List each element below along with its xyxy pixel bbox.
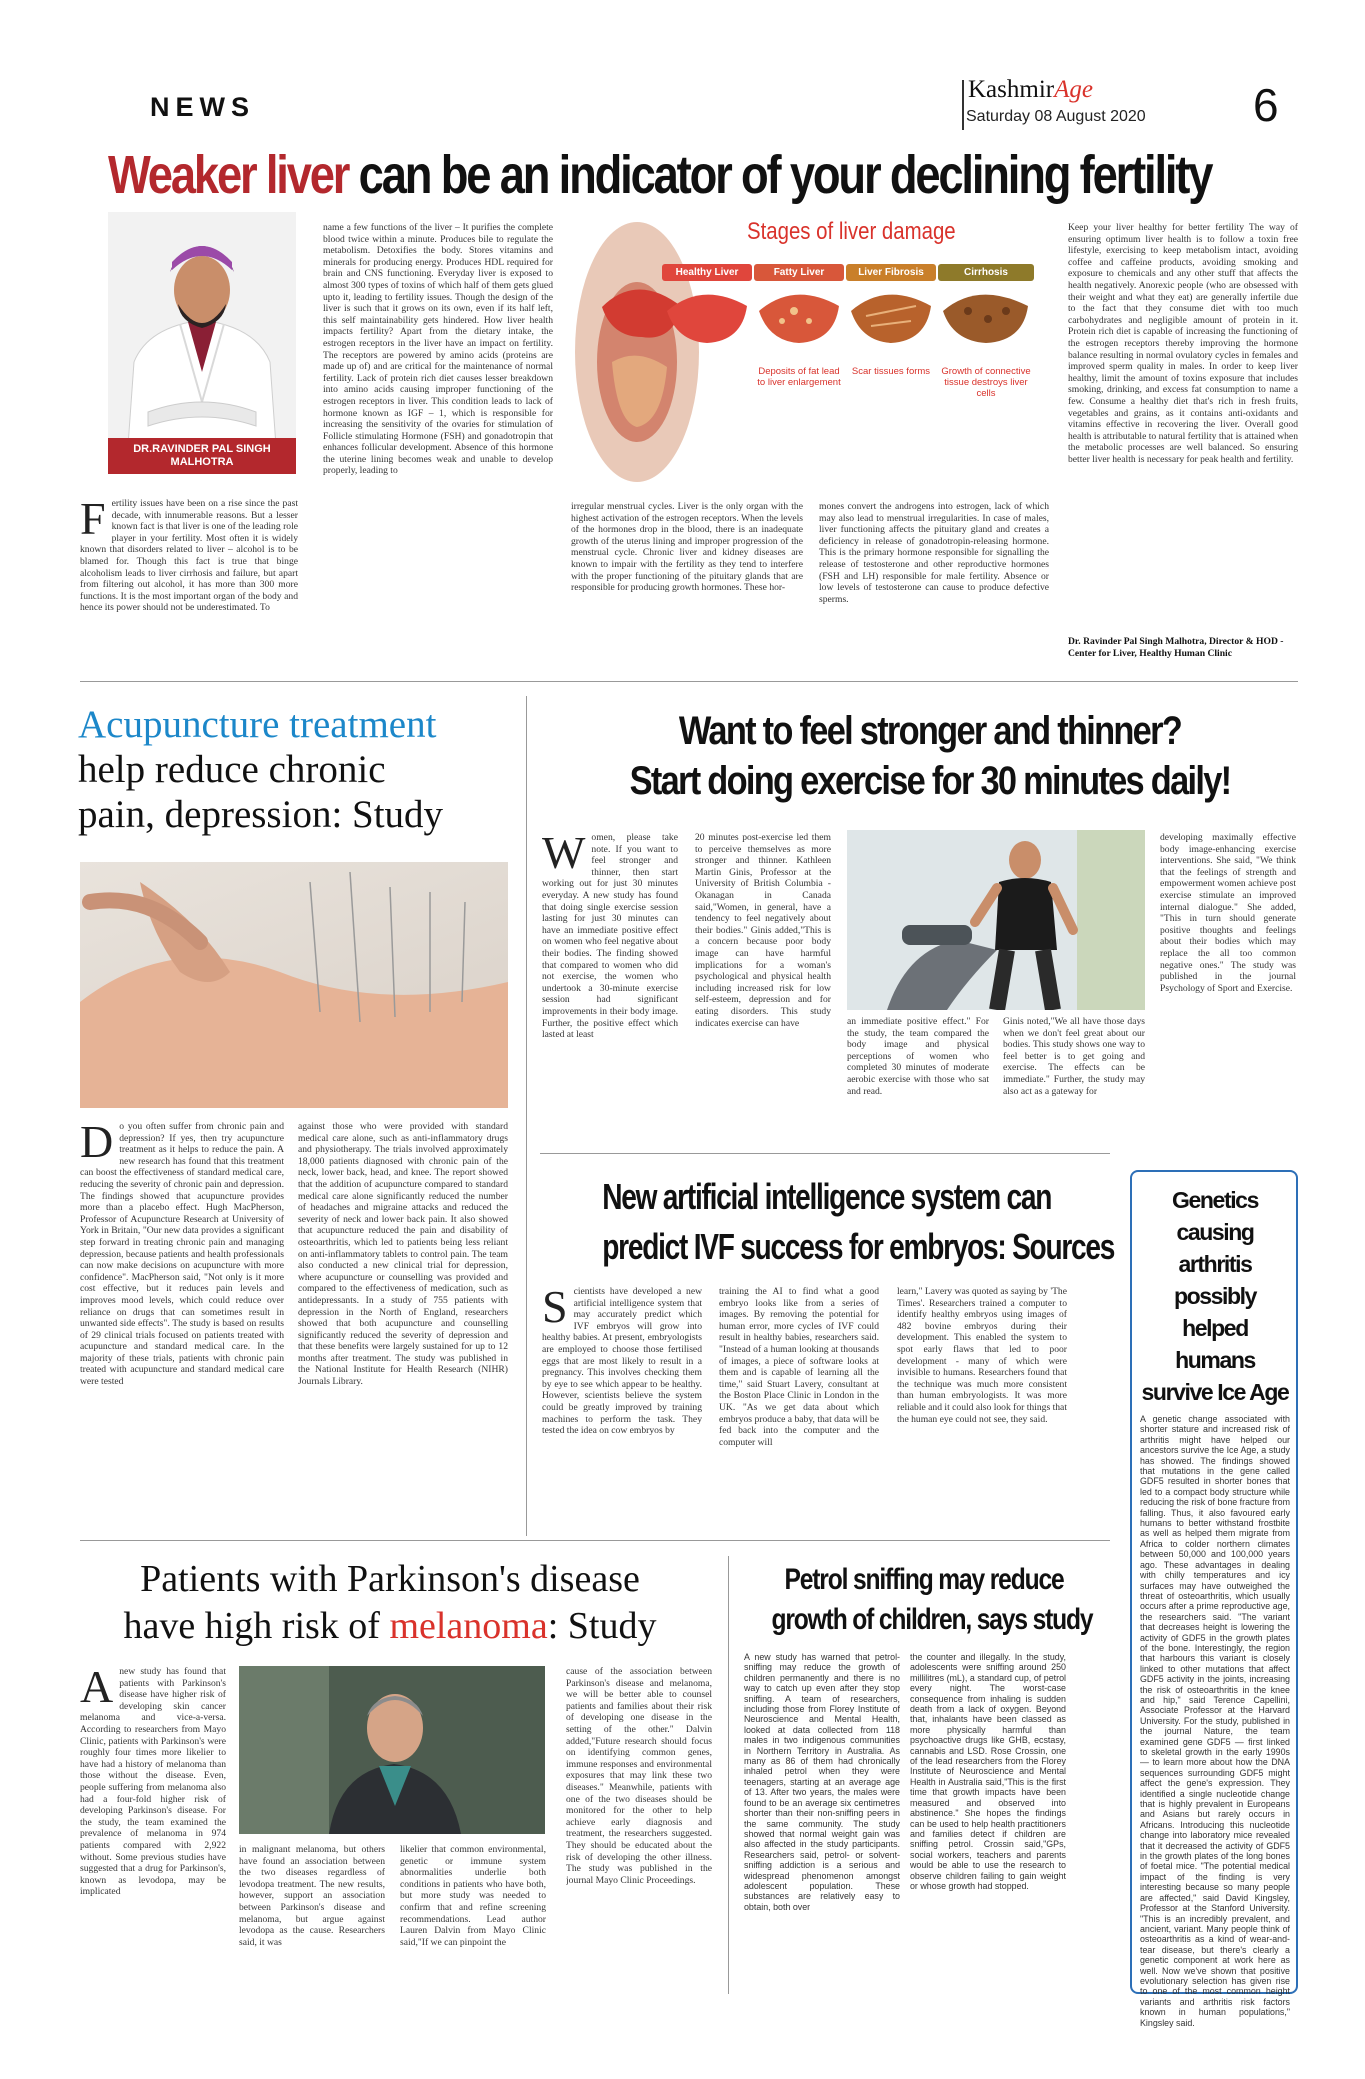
exercise-headline-line1: Want to feel stronger and thinner? <box>678 709 1182 753</box>
liver-headline-rest: can be an indicator of your declining fertility <box>348 145 1212 205</box>
liver-headline <box>108 144 1211 206</box>
stage-healthy <box>662 264 752 366</box>
parkinsons-col-2: in malignant melanoma, but others have found an association between the two diseases regardless of levodopa treatment. The new results, however, support an association between Parkinson's disease and melanoma, but argue against levodopa as the cause. Researchers said, it was <box>239 1844 385 1948</box>
parkinsons-col-4: cause of the association between Parkinson's disease and melanoma, we will be better able to counsel patients and families about their risk of developing one disease in the setting of the other." Dalvin added,"Future research should focus on identifying common genes, immune responses and environmental exposures that may link these two diseases." Meanwhile, patients with one of the two diseases should be monitored for the other to help achieve early diagnosis and treatment, the researchers suggested. They should be educated about the risk of developing the other illness. The study was published in the journal Mayo Clinic Proceedings. <box>566 1666 712 1886</box>
acupuncture-col-1 <box>80 1121 284 1531</box>
cirrhosis-liver-icon <box>938 281 1034 361</box>
stage-caption: Scar tissues forms <box>851 366 931 377</box>
parkinsons-col-3: likelier that common environmental, genetic or immune system abnormalities underlie both conditions in patients who have both, but more study was needed to confirm that and refine screening recommendations. Lead author Lauren Dalvin from Mayo Clinic said,"If we can pinpoint the <box>400 1844 546 1948</box>
brand-logo <box>968 76 1093 104</box>
stage-caption: Growth of connective tissue destroys liver cells <box>941 366 1031 399</box>
author-caption: DR.RAVINDER PAL SINGH MALHOTRA <box>108 438 296 474</box>
page-number: 6 <box>1253 79 1279 131</box>
liver-byline: Dr. Ravinder Pal Singh Malhotra, Director & HOD - Center for Liver, Healthy Human Clinic <box>1068 636 1284 659</box>
acupuncture-col-2: against those who were provided with standard medical care alone, such as anti-inflammatory drugs and physiotherapy. The trials involved approximately 18,000 patients diagnosed with chronic pain of the neck, lower back, head, and knee. The report showed that the addition of acupuncture compared to standard medical care alone significantly reduced the number of headaches and migraine attacks and reduced the severity of neck and lower back pain. It also showed that acupuncture reduced the pain and disability of osteoarthritis, which led to patients being less reliant on anti-inflammatory tablets to control pain. The team also conducted a new clinical trial for depression, where acupuncture or counselling was provided and compared to the effectiveness of medication, such as antidepressants. In a study of 755 patients with depression in the North of England, researchers showed that both acupuncture and counselling significantly reduced the severity of depression and that these benefits were largely sustained for up to 12 months after treatment. The study was published in the National Institute for Health Research (NIHR) Journals Library. <box>298 1121 508 1388</box>
ai-headline <box>540 1172 1115 1272</box>
liver-col-1-text: ertility issues have been on a rise since the past decade, with innumerable reasons. But a lesser known fact is that liver is one of the leading role player in your fertility. Most often it is widely known that disorders related to liver – alcohol is to be blamed for. Though this fact is true that binge alcoholism leads to liver cirrhosis and failure, but apart from filtering out alcohol, it has more than 300 more functions. It is the most important organ of the body and hence its power should not be underestimated. To <box>80 498 298 614</box>
masthead-divider <box>962 80 964 130</box>
infographic-title: Stages of liver damage <box>747 218 956 245</box>
parkinsons-headline-pre: have high risk of <box>123 1605 390 1647</box>
stage-cirrhosis <box>938 264 1034 399</box>
genetics-body: A genetic change associated with shorter stature and increased risk of arthritis might have helped our ancestors survive the Ice Age, a study has showed. The findings showed that mutations in the gene called GDF5 resulted in shorter bones that led to a compact body structure while reducing the risk of bone fracture from falling. Thus, it also favoured early humans to better withstand frostbite as well as helped them migrate from Africa to colder northern climates between 50,000 and 100,000 years ago. These advantages in dealing with chilly temperatures and icy surfaces may have outweighed the threat of osteoarthritis, which usually occurs after a prime reproductive age, the researchers said. "The variant that decreases height is lowering the activity of GDF5 in the growth plates of the bone. Interestingly, the region that harbours this variant is closely linked to other mutations that affect GDF5 activity in the joints, increasing the risk of osteoarthritis in the knee and hip," said Terence Capellini, Associate Professor at the Harvard University. For the study, published in the journal Nature, the team examined gene GDF5 — first linked to skeletal growth in the early 1990s — to learn more about how the DNA sequences surrounding GDF5 might affect the gene's expression. They identified a single nucleotide change that is highly prevalent in Europeans and Asians but rarely occurs in Africans. Introducing this nucleotide change into laboratory mice revealed that it decreased the activity of GDF5 in the growth plates of the long bones of foetal mice. "The potential medical impact of the finding is very interesting because so many people are affected," said David Kingsley, Professor at the Stanford University. "This is an incredibly prevalent, and ancient, variant. Many people think of osteoarthritis as a kind of wear-and-tear disease, but there's clearly a genetic component at work here as well. Now we've shown that positive evolutionary selection has given rise to one of the most common height variants and arthritis risk factors known in human populations," Kingsley said. <box>1140 1414 1290 2028</box>
treadmill-runner-illustration <box>847 830 1145 1010</box>
ai-col-2: training the AI to find what a good embryo looks like from a series of images. By removing the potential for human error, more cycles of IVF could result in healthy babies, researchers said. "Instead of a human looking at thousands of images, a piece of software looks at them and is capable of learning all the time," said Stuart Lavery, consultant at the Boston Place Clinic in London in the UK. "As we get data about which embryos produce a baby, that data will be fed back into the computer and the computer will <box>719 1286 879 1448</box>
parkinsons-col-1-text: new study has found that patients with Parkinson's disease have higher risk of developing skin cancer melanoma and vice-a-versa. According to researchers from Mayo Clinic, patients with Parkinson's were roughly four times more likelier to have had a history of melanoma than those without the disease. Even, people suffering from melanoma also had a four-fold higher risk of developing Parkinson's disease. For the study, the team examined the prevalence of melanoma in 974 patients compared with 2,922 without. Some previous studies have suggested that a drug for Parkinson's, known as levodopa, may be implicated <box>80 1666 226 1898</box>
exercise-photo <box>847 830 1145 1010</box>
brand-second: Age <box>1054 76 1093 103</box>
ai-dropcap: S <box>542 1286 568 1332</box>
exercise-col-4: Ginis noted,"We all have those days when we don't feel great about our bodies. This study shows one way to feel better is to get going and exercise. The effects can be immediate." Further, the study may also act as a gateway for <box>1003 1016 1145 1097</box>
parkinsons-col-1 <box>80 1666 226 1992</box>
doctor-illustration <box>108 212 296 474</box>
exercise-col-1-text: omen, please take note. If you want to feel stronger and thinner, then start working out for just 30 minutes everyday. A new study has found that doing single exercise session lasting for just 30 minutes can have an immediate positive effect on women who feel negative about their bodies. The finding showed that compared to women who did not exercise, the women who undertook a 30-minute exercise session had significant improvements in their body image. Further, the positive effect which lasted at least <box>542 832 678 1041</box>
fatty-liver-icon <box>754 281 844 361</box>
acupuncture-headline-line2: help reduce chronic <box>78 748 386 791</box>
exercise-col-5: developing maximally effective body image-enhancing exercise interventions. She said, "We think that the feelings of strength and empowerment women achieve post exercise stimulate an improved internal dialogue." She added, "This in turn should generate positive thoughts and feelings about their bodies which may replace the all too common negative ones." The study was published in the journal Psychology of Sport and Exercise. <box>1160 832 1296 994</box>
petrol-headline-line2: growth of children, says study <box>771 1603 1093 1636</box>
acupuncture-headline <box>78 702 518 837</box>
genetics-headline: Genetics causing arthritis possibly helped humans survive Ice Age <box>1141 1187 1289 1405</box>
acupuncture-dropcap: D <box>80 1121 114 1167</box>
liver-col-3: irregular menstrual cycles. Liver is the only organ with the highest activation of the estrogen receptors. When the levels of the hormones drop in the blood, there is an inadequate growth of the uterus lining and improper progression of the menstrual cycle. Chronic liver and kidney diseases are known to impair with the fertility as they tend to interfere with the proper functioning of the pituitary glands that are responsible for producing growth hormones. These hor- <box>571 501 803 594</box>
doctor-photo <box>108 212 296 474</box>
parkinsons-headline <box>80 1556 700 1650</box>
exercise-headline-line2: Start doing exercise for 30 minutes daily! <box>629 759 1231 803</box>
infographic-stages <box>642 264 1050 484</box>
exercise-dropcap: W <box>542 832 586 878</box>
stage-caption: Deposits of fat lead to liver enlargement <box>757 366 841 388</box>
ai-col-1-text: cientists have developed a new artificial intelligence system that may accurately predict which IVF embryos will grow into healthy babies. At present, embryologists are employed to choose those fertilised eggs that are most likely to result in a pregnancy. This involves checking them by eye to see which appear to be healthy. However, scientists believe the system could be greatly improved by training machines to perform the task. They tested the idea on cow embryos by <box>542 1286 702 1437</box>
brand-first: Kashmir <box>968 76 1055 103</box>
mid-page-rule <box>80 1540 1110 1541</box>
parkinsons-photo <box>239 1666 545 1834</box>
petrol-headline-line1: Petrol sniffing may reduce <box>784 1563 1064 1596</box>
acupuncture-headline-line3: pain, depression: Study <box>78 793 444 836</box>
ai-col-3: learn," Lavery was quoted as saying by 'The Times'. Researchers trained a computer to identify healthy embryos using images of 482 bovine embryos during their development. This enabled the system to spot early flaws that led to poor development - many of which were invisible to humans. Researchers found that the technique was much more consistent than human embryologists. It was more reliable and it could also look for things that the human eye could not see, they said. <box>897 1286 1067 1425</box>
liver-infographic <box>572 212 1050 487</box>
ai-headline-line2: predict IVF success for embryos: Sources <box>602 1226 1115 1267</box>
section-label: NEWS <box>150 92 255 122</box>
healthy-liver-icon <box>662 281 752 361</box>
petrol-headline <box>738 1560 1110 1640</box>
exercise-bottom-rule <box>540 1153 1110 1154</box>
ai-headline-line1: New artificial intelligence system can <box>602 1176 1052 1217</box>
stage-label: Healthy Liver <box>662 264 752 281</box>
liver-col-1 <box>80 498 298 670</box>
liver-col-5: Keep your liver healthy for better fertility The way of ensuring optimum liver health is to follow a toxin free lifestyle, exercising to keep metabolism intact, avoiding coffee and caffeine products, avoiding smoking and exposure to chemicals and any other stuff that affects the health negatively. Anorexic people (who are obsessed with their weight and what they eat) are generally infertile due to the fact that they consume diet with too much carbohydrates and negligible amount of protein in it. Protein rich diet is capable of increasing the functioning of the estrogen receptors thereby improving the hormone balance resulting in normal ovulatory cycles in females and improved sperm quality in males. In order to keep liver healthy, limit the amount of toxins exposure that includes smoking, drinking, and excess fat consumption to name a few. Consume a healthy diet that's rich in fresh fruits, vegetables and grains, as it contains anti-oxidants and vitamins effective in recovering the liver. Overall good health is attributable to natural fertility that is attained when the metabolic processes are well balanced. So ensuring better liver health is necessary for peak health and fertility. <box>1068 222 1298 465</box>
issue-date: Saturday 08 August 2020 <box>966 108 1146 125</box>
stage-label: Fatty Liver <box>754 264 844 281</box>
exercise-col-3: an immediate positive effect." For the study, the team compared the body image and physical perceptions of women who completed 30 minutes of moderate aerobic exercise with those who sat and read. <box>847 1016 989 1097</box>
parkinsons-headline-line1: Patients with Parkinson's disease <box>140 1558 640 1600</box>
fibrosis-liver-icon <box>846 281 936 361</box>
liver-headline-red: Weaker liver <box>108 145 349 205</box>
exercise-col-1 <box>542 832 678 1140</box>
exercise-col-2: 20 minutes post-exercise led them to perceive themselves as more stronger and thinner. Kathleen Martin Ginis, Professor at the University of British Columbia - Okanagan in Canada said,"Women, in general, have a tendency to feel negatively about their bodies." Ginis added,"This is a concern because poor body image can have harmful implications for a woman's psychological and physical health including increased risk for low self-esteem, depression and for eating disorders. This study indicates exercise can have <box>695 832 831 1029</box>
parkinsons-headline-line2 <box>80 1603 700 1650</box>
parkinsons-headline-post: : Study <box>547 1605 657 1647</box>
petrol-col-2: the counter and illegally. In the study, adolescents were sniffing around 250 millilitres (mL), a standard cup, of petrol every night. The worst-case consequence from inhaling is sudden death from a lack of oxygen. Beyond that, inhalants have been classed as more physically harmful than psychoactive drugs like GHB, ecstasy, cannabis and LSD. Rose Crossin, one of the lead researchers from the Florey Institute of Neuroscience and Mental Health in Australia said,"This is the first time that growth impacts have been measured and observed into abstinence." She hopes the findings can be used to help health practitioners and families detect if children are sniffing petrol. Crossin said,"GPs, social workers, teachers and parents would be able to use the research to observe children failing to gain weight or whose growth had stopped. <box>910 1652 1066 1891</box>
ai-col-1 <box>542 1286 702 1524</box>
exercise-headline <box>545 706 1315 806</box>
liver-col-4: mones convert the androgens into estrogen, lack of which may also lead to menstrual irregularities. In case of males, liver functioning affects the pituitary gland and creates a deficiency in release of gonadotropin-releasing hormone. This is the primary hormone responsible for signalling the release of testosterone and other reproductive hormones (FSH and LH) responsible for male fertility. Absence or low levels of testosterone can cause to produce defective sperms. <box>819 501 1049 605</box>
stage-fatty <box>754 264 844 388</box>
stage-label: Cirrhosis <box>938 264 1034 281</box>
acupuncture-col-1-text: o you often suffer from chronic pain and depression? If yes, then try acupuncture treatment as it helps to reduce the pain. A new research has found that this treatment can boost the effectiveness of standard medical care, reducing the severity of chronic pain and depression. The findings showed that acupuncture provides more than a placebo effect. Hugh MacPherson, Professor of Acupuncture Research at University of York in Britain, "Our new data provides a significant step forward in treating chronic pain and managing depression, because patients and health professionals can now make decisions on acupuncture with more confidence". MacPherson said, "Not only is it more cost effective, but it reduces pain levels and improves mood levels, which could reduce over reliance on drugs that can sometimes result in unwanted side effects". The study is based on results of 29 clinical trials focused on patients treated with acupuncture and standard medical care. In the majority of these trials, patients with chronic pain treated with acupuncture and standard medical care were tested <box>80 1121 284 1388</box>
liver-dropcap: F <box>80 498 106 544</box>
stage-fibrosis <box>846 264 936 377</box>
acupuncture-headline-blue: Acupuncture treatment <box>78 703 437 746</box>
elderly-man-illustration <box>239 1666 545 1834</box>
acupuncture-photo <box>80 862 508 1108</box>
genetics-box <box>1130 1170 1298 2028</box>
parkinsons-divider <box>728 1556 729 1994</box>
parkinsons-headline-red: melanoma <box>389 1605 548 1647</box>
petrol-col-1: A new study has warned that petrol-sniffing may reduce the growth of children permanently and there is no way to catch up even after they stop sniffing. A team of researchers, including those from Florey Institute of Neuroscience and Mental Health, looked at data collected from 118 males in two indigenous communities in Northern Territory in Australia. As many as 86 of them had chronically inhaled petrol when they were teenagers, starting at an average age of 13. After two years, the males were found to be an average six centimetres shorter than their non-sniffing peers in the same community. The study showed that normal weight gain was also affected in the study participants. Researchers said, petrol- or solvent-sniffing addiction is a serious and widespread phenomenon amongst adolescent population. These substances are relatively easy to obtain, both over <box>744 1652 900 1912</box>
stage-label: Liver Fibrosis <box>846 264 936 281</box>
acupuncture-divider <box>526 696 527 1536</box>
liver-col-2: name a few functions of the liver – It purifies the complete blood twice within a minute. Produces bile to regulate the metabolism. Detoxifies the body. Stores vitamins and minerals for producing energy. Produces HDL required for brain and CNS functioning. Everyday liver is exposed to almost 300 types of toxins of which half of them gets glued upto it, leading to fertility issues. Though the design of the liver is such that it grows on its own, even if its half left, this self maintainability gets hindered. How liver health impacts fertility? Apart from the dietary intake, the estrogen receptors in the liver have an impact on fertility. The receptors are powered by amino acids (proteins are made up of) and are critical for the maintenance of normal fertility. Lack of protein rich diet causes lesser breakdown into amino acids causing improper functioning of the estrogen receptors in liver. This condition leads to lack of hormone known as IGF – 1, which is responsible for increasing the sensitivity of the ovaries for stimulation of Follicle stimulating Hormone (FSH) and gonadotropin that enhances follicular development. Absence of this hormone the uterine lining becomes weak and unable to develop properly, leading to <box>323 222 553 477</box>
parkinsons-dropcap: A <box>80 1666 114 1712</box>
liver-bottom-rule <box>80 681 1298 682</box>
acupuncture-hand-illustration <box>80 862 508 1108</box>
